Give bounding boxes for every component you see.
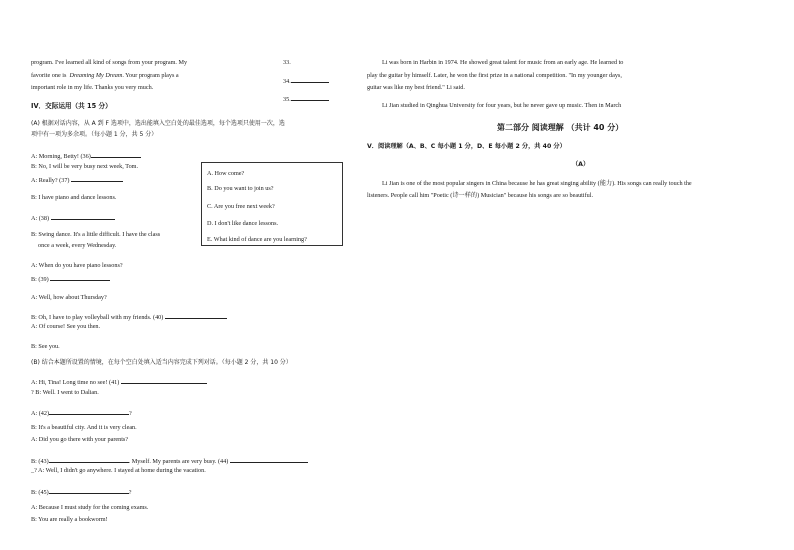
passage-a-label: （A）	[572, 161, 590, 168]
answer-line-34[interactable]	[291, 76, 329, 83]
dialog-b-line: A: Because I must study for the coming exams.	[31, 504, 149, 511]
dialog-b-line-42: A: (42) ?	[31, 410, 132, 417]
dialog-b-line: B: You are really a bookworm!	[31, 516, 108, 523]
blank-41[interactable]	[121, 377, 207, 384]
dialog-b-line-45: B: (45) ?	[31, 489, 132, 496]
dialog-a-line: B: I have piano and dance lessons.	[31, 194, 117, 201]
blank-37[interactable]	[71, 175, 123, 182]
dialog-a-line: B: Swing dance. It's a little difficult. I have the class	[31, 231, 161, 238]
answer-blank-35: 35.	[283, 94, 329, 104]
answer-blank-34: 34.	[283, 76, 329, 86]
blank-45[interactable]	[49, 487, 129, 494]
passage-a-line-1: Li Jian is one of the most popular singers in China because he has great singing ability (能力). His songs can really touch the	[382, 180, 692, 187]
para1-line-1: Li was born in Harbin in 1974. He showed great talent for music from an early age. He learned to	[382, 59, 624, 66]
blank-38[interactable]	[51, 213, 115, 220]
para1-line-2: play the guitar by himself. Later, he won the first prize in a national competition. "In my younger days,	[367, 72, 622, 79]
blank-39[interactable]	[50, 274, 110, 281]
intro-line-1: program. I've learned all kind of songs from your program. My	[31, 59, 188, 66]
blank-43[interactable]	[49, 456, 129, 463]
answer-line-35[interactable]	[291, 94, 329, 101]
dialog-a-line: A: When do you have piano lessons?	[31, 262, 123, 269]
section-v-title: V．阅读理解（A、B、C 每小题 1 分，D、E 每小题 2 分，共 40 分）	[367, 143, 566, 150]
para1-line-3: guitar was like my best friend." Li said.	[367, 84, 465, 91]
dialog-b-line: B: It's a beautiful city. And it is very clean.	[31, 424, 137, 431]
dialog-a-line: A: Well, how about Thursday?	[31, 294, 107, 301]
song-title: Dreaming My Dream	[69, 72, 123, 79]
blank-42[interactable]	[49, 408, 129, 415]
dialog-a-line: B: See you.	[31, 343, 60, 350]
option-d: D. I don't like dance lessons.	[207, 220, 279, 227]
part-b-instruction: (B) 结合本题所设置的情境，在每个空白处填入适当内容完成下列对话。（每小题 2 分，共 10 分）	[31, 359, 292, 366]
answer-blank-33: 33.	[283, 59, 291, 66]
dialog-a-line-40: B: Oh, I have to play volleyball with my friends. (40)	[31, 312, 227, 322]
dialog-a-line-38: A: (38)	[31, 213, 115, 223]
dialog-a-line: A: Of course! See you then.	[31, 323, 101, 330]
blank-36[interactable]	[91, 151, 141, 158]
dialog-b-line: ? B: Well. I went to Dalian.	[31, 389, 99, 396]
option-b: B. Do you want to join us?	[207, 185, 274, 192]
blank-40[interactable]	[165, 312, 227, 319]
options-box	[201, 162, 343, 246]
dialog-b-line-41: A: Hi, Tina! Long time no see! (41)	[31, 377, 207, 387]
intro-line-3: important role in my life. Thanks you very much.	[31, 84, 154, 91]
dialog-b-line-43-44: B: (43) . Myself. My parents are very busy. (44)	[31, 456, 308, 466]
dialog-a-line-36: A: Morning, Betty! (36)	[31, 151, 141, 161]
section-iv-title: IV．交际运用（共 15 分）	[31, 102, 112, 110]
option-c: C. Are you free next week?	[207, 203, 275, 210]
dialog-a-line: once a week, every Wednesday.	[38, 242, 117, 249]
dialog-b-line: A: Did you go there with your parents?	[31, 436, 129, 443]
dialog-a-line-39: B: (39)	[31, 274, 110, 284]
passage-a-line-2: listeners. People call him "Poetic (诗一样的) Musician" because his songs are so beautiful.	[367, 192, 594, 199]
option-a: A. How come?	[207, 170, 245, 177]
dialog-b-line: _? A: Well, I didn't go anywhere. I stayed at home during the vacation.	[31, 467, 206, 474]
option-e: E. What kind of dance are you learning?	[207, 236, 307, 243]
part-a-instruction-2: 项中有一项为多余项。（每小题 1 分，共 5 分）	[31, 131, 158, 138]
blank-44[interactable]	[230, 456, 308, 463]
part2-title: 第二部分 阅读理解 （共计 40 分）	[497, 123, 624, 132]
dialog-a-line: B: No, I will be very busy next week, Tom.	[31, 163, 139, 170]
intro-line-2: favorite one is Dreaming My Dream. Your program plays a	[31, 72, 179, 79]
dialog-a-line-37: A: Really? (37)	[31, 175, 123, 185]
para2: Li Jian studied in Qinghua University for four years, but he never gave up music. Then in March	[382, 102, 622, 109]
part-a-instruction-1: (A) 根据对话内容，从 A 到 F 选项中，选出能填入空白处的最佳选项，每个选项只使用一次，选	[31, 120, 285, 127]
